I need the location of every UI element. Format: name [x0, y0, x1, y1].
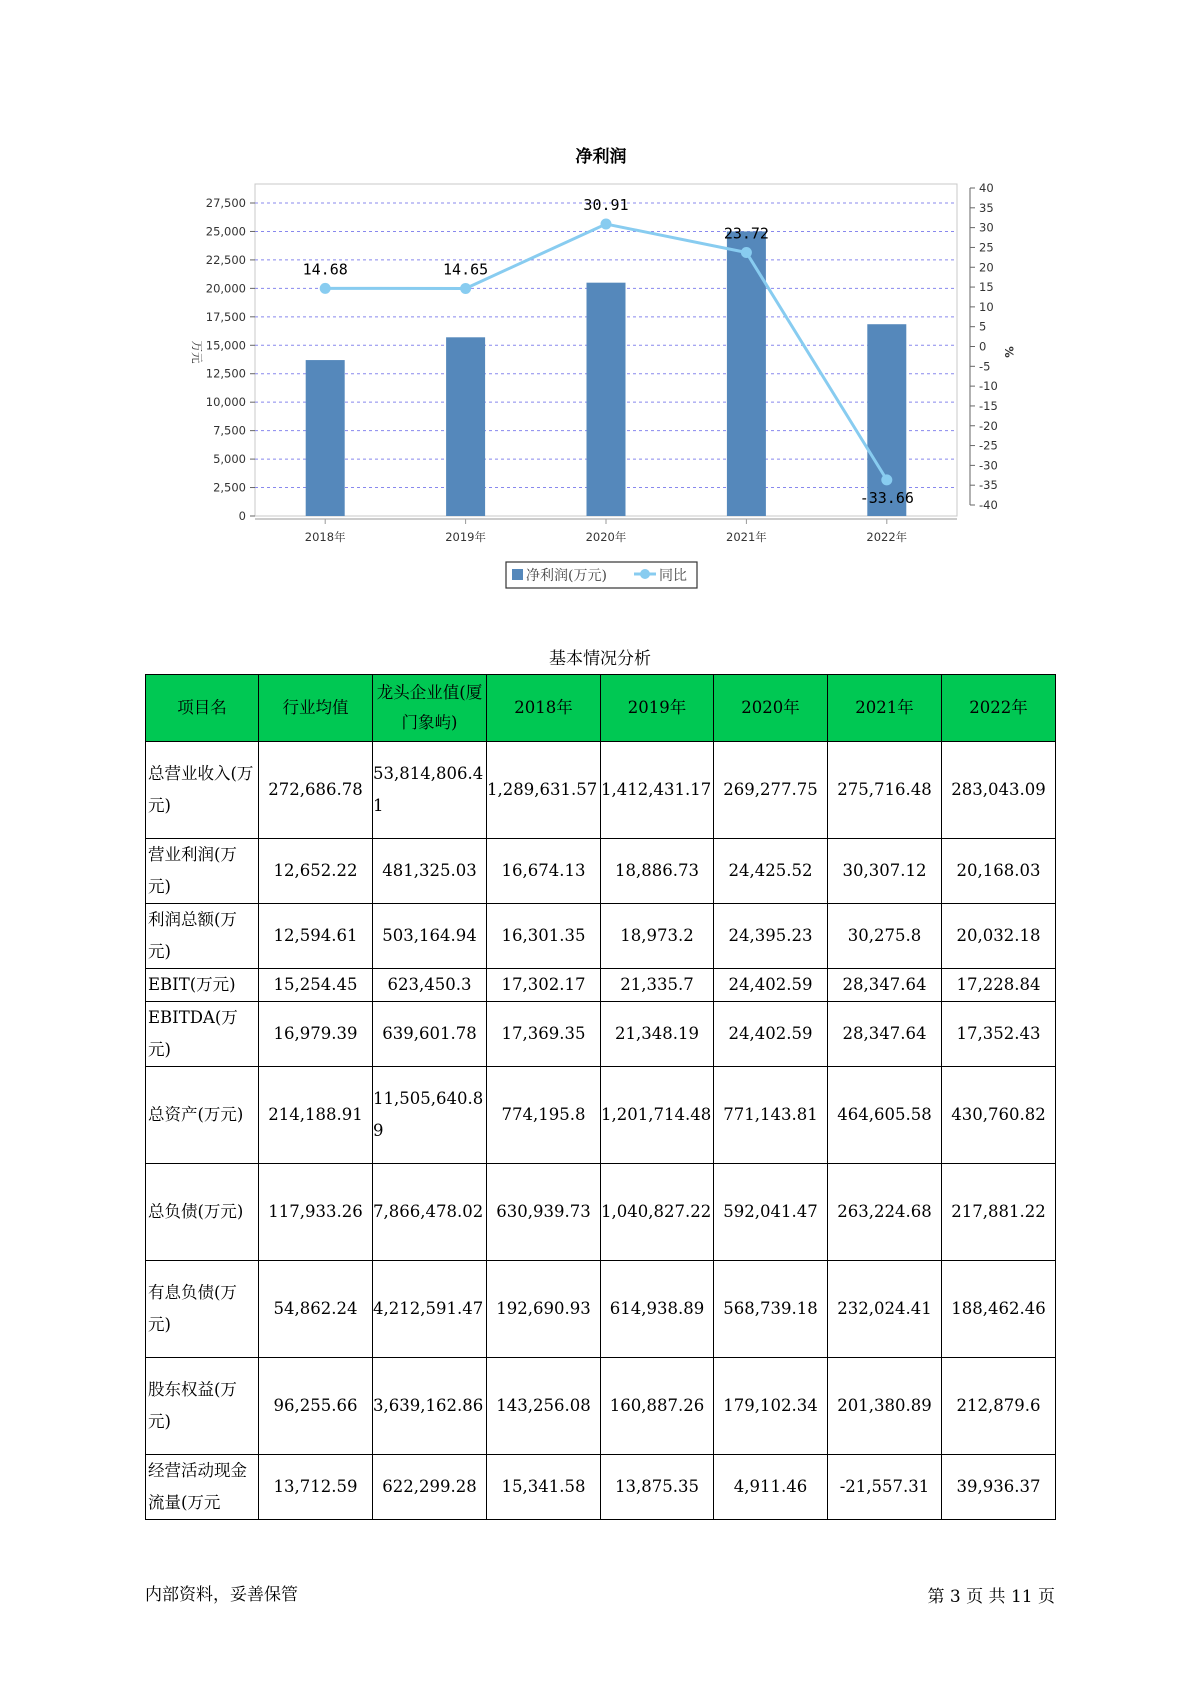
table-cell: 430,760.82	[942, 1067, 1056, 1164]
table-header-row	[146, 675, 1056, 742]
table-cell: 30,275.8	[828, 904, 942, 969]
y2-tick-label: 5	[979, 319, 987, 334]
yoy-point-2020年	[601, 219, 612, 230]
table-caption: 基本情况分析	[549, 649, 651, 669]
table-cell: 24,402.59	[714, 969, 828, 1002]
table-cell: 24,395.23	[714, 904, 828, 969]
y2-tick-label: 30	[979, 220, 994, 235]
table-cell: 53,814,806.41	[373, 742, 487, 839]
table-cell: 15,341.58	[487, 1455, 601, 1520]
table-cell: 464,605.58	[828, 1067, 942, 1164]
table-cell: 54,862.24	[259, 1261, 373, 1358]
table-row	[146, 839, 1056, 904]
y-tick-label: 0	[238, 509, 246, 523]
x-tick-label: 2019年	[445, 530, 486, 544]
table-cell: 592,041.47	[714, 1164, 828, 1261]
table-cell: 1,289,631.57	[487, 742, 601, 839]
table-row	[146, 1358, 1056, 1455]
table-cell: 16,979.39	[259, 1002, 373, 1067]
y2-tick-label: 20	[979, 260, 994, 275]
table-cell: 21,348.19	[601, 1002, 714, 1067]
table-cell: 17,352.43	[942, 1002, 1056, 1067]
y-tick-label: 10,000	[205, 395, 246, 410]
table-cell: 20,168.03	[942, 839, 1056, 904]
bar-2019年	[446, 337, 485, 516]
y2-tick-label: -10	[979, 379, 998, 394]
table-cell: 160,887.26	[601, 1358, 714, 1455]
row-name-cell: 总资产(万元)	[146, 1067, 259, 1164]
yoy-point-2021年	[741, 247, 752, 258]
table-cell: -21,557.31	[828, 1455, 942, 1520]
table-cell: 3,639,162.86	[373, 1358, 487, 1455]
x-tick-label: 2021年	[726, 530, 767, 544]
table-cell: 272,686.78	[259, 742, 373, 839]
table-cell: 214,188.91	[259, 1067, 373, 1164]
table-cell: 12,594.61	[259, 904, 373, 969]
table-cell: 1,412,431.17	[601, 742, 714, 839]
footer-confidential: 内部资料，妥善保管	[145, 1585, 298, 1605]
table-row	[146, 1002, 1056, 1067]
table-cell: 622,299.28	[373, 1455, 487, 1520]
table-cell: 212,879.6	[942, 1358, 1056, 1455]
x-tick-label: 2018年	[304, 530, 346, 544]
y2-tick-label: -15	[979, 398, 998, 413]
y2-tick-label: -25	[979, 438, 998, 453]
row-name-cell: EBITDA(万元)	[146, 1002, 259, 1067]
y2-tick-label: 35	[979, 200, 994, 215]
bar-2018年	[306, 360, 345, 516]
table-header-cell: 龙头企业值(厦门象屿)	[373, 675, 487, 742]
legend-line-label: 同比	[659, 568, 687, 584]
yoy-data-label: 23.72	[723, 224, 769, 243]
table-cell: 275,716.48	[828, 742, 942, 839]
row-name-cell: 经营活动现金流量(万元	[146, 1455, 259, 1520]
y-tick-label: 12,500	[205, 366, 246, 381]
table-cell: 623,450.3	[373, 969, 487, 1002]
row-name-cell: 有息负债(万元)	[146, 1261, 259, 1358]
table-cell: 232,024.41	[828, 1261, 942, 1358]
y-tick-label: 15,000	[205, 338, 246, 353]
table-cell: 481,325.03	[373, 839, 487, 904]
table-header-cell: 2021年	[828, 675, 942, 742]
x-tick-label: 2020年	[585, 530, 627, 544]
footer-page-number: 第 3 页 共 11 页	[927, 1587, 1055, 1607]
basic-analysis-table	[145, 674, 1056, 1520]
table-row	[146, 742, 1056, 839]
table-cell: 16,674.13	[487, 839, 601, 904]
y-tick-label: 5,000	[213, 452, 246, 467]
table-cell: 7,866,478.02	[373, 1164, 487, 1261]
table-cell: 28,347.64	[828, 1002, 942, 1067]
table-cell: 614,938.89	[601, 1261, 714, 1358]
table-cell: 217,881.22	[942, 1164, 1056, 1261]
table-cell: 179,102.34	[714, 1358, 828, 1455]
x-tick-label: 2022年	[866, 530, 908, 544]
table-cell: 18,886.73	[601, 839, 714, 904]
y2-tick-label: 25	[979, 240, 994, 255]
table-cell: 13,875.35	[601, 1455, 714, 1520]
table-cell: 21,335.7	[601, 969, 714, 1002]
y-tick-label: 7,500	[213, 423, 246, 438]
table-cell: 18,973.2	[601, 904, 714, 969]
y-axis-label: 万元	[190, 340, 204, 364]
yoy-data-label: 30.91	[583, 196, 629, 215]
y-tick-label: 17,500	[205, 309, 246, 324]
table-cell: 503,164.94	[373, 904, 487, 969]
table-cell: 263,224.68	[828, 1164, 942, 1261]
row-name-cell: 总营业收入(万元)	[146, 742, 259, 839]
table-cell: 12,652.22	[259, 839, 373, 904]
table-row	[146, 1455, 1056, 1520]
y2-tick-label: 10	[979, 299, 994, 314]
table-cell: 4,911.46	[714, 1455, 828, 1520]
bar-2022年	[867, 324, 906, 516]
table-cell: 13,712.59	[259, 1455, 373, 1520]
table-cell: 283,043.09	[942, 742, 1056, 839]
table-header-cell: 2018年	[487, 675, 601, 742]
legend-bar-swatch	[512, 569, 523, 580]
table-cell: 1,201,714.48	[601, 1067, 714, 1164]
yoy-data-label: 14.68	[302, 260, 348, 279]
yoy-data-label: 14.65	[443, 260, 489, 279]
table-row	[146, 904, 1056, 969]
table-cell: 639,601.78	[373, 1002, 487, 1067]
table-header-cell: 2022年	[942, 675, 1056, 742]
table-cell: 24,402.59	[714, 1002, 828, 1067]
y2-tick-label: -40	[979, 498, 998, 512]
table-cell: 11,505,640.89	[373, 1067, 487, 1164]
table-cell: 117,933.26	[259, 1164, 373, 1261]
y2-tick-label: -35	[979, 478, 998, 493]
table-cell: 188,462.46	[942, 1261, 1056, 1358]
table-cell: 15,254.45	[259, 969, 373, 1002]
table-cell: 192,690.93	[487, 1261, 601, 1358]
y-tick-label: 22,500	[205, 252, 246, 267]
table-cell: 201,380.89	[828, 1358, 942, 1455]
y-tick-label: 25,000	[205, 224, 246, 239]
y2-tick-label: -5	[979, 359, 991, 374]
table-cell: 1,040,827.22	[601, 1164, 714, 1261]
row-name-cell: EBIT(万元)	[146, 969, 259, 1002]
legend-line-marker	[640, 569, 650, 579]
table-row	[146, 1067, 1056, 1164]
table-cell: 17,228.84	[942, 969, 1056, 1002]
yoy-point-2019年	[460, 283, 471, 294]
table-cell: 28,347.64	[828, 969, 942, 1002]
row-name-cell: 总负债(万元)	[146, 1164, 259, 1261]
table-header-cell: 2019年	[601, 675, 714, 742]
table-cell: 269,277.75	[714, 742, 828, 839]
y2-tick-label: 0	[979, 339, 987, 354]
table-cell: 4,212,591.47	[373, 1261, 487, 1358]
y2-axis-label: %	[1002, 346, 1016, 358]
table-cell: 20,032.18	[942, 904, 1056, 969]
table-header-cell: 行业均值	[259, 675, 373, 742]
row-name-cell: 股东权益(万元)	[146, 1358, 259, 1455]
table-cell: 24,425.52	[714, 839, 828, 904]
table-cell: 39,936.37	[942, 1455, 1056, 1520]
table-cell: 630,939.73	[487, 1164, 601, 1261]
table-cell: 96,255.66	[259, 1358, 373, 1455]
table-cell: 17,302.17	[487, 969, 601, 1002]
net-profit-chart	[0, 0, 1191, 600]
y2-tick-label: 15	[979, 280, 994, 295]
table-header-cell: 项目名	[146, 675, 259, 742]
y-tick-label: 20,000	[205, 281, 246, 296]
y2-tick-label: -20	[979, 418, 998, 433]
yoy-point-2018年	[320, 283, 331, 294]
table-cell: 774,195.8	[487, 1067, 601, 1164]
table-cell: 568,739.18	[714, 1261, 828, 1358]
bar-2020年	[587, 283, 626, 516]
table-cell: 30,307.12	[828, 839, 942, 904]
row-name-cell: 利润总额(万元)	[146, 904, 259, 969]
row-name-cell: 营业利润(万元)	[146, 839, 259, 904]
table-cell: 771,143.81	[714, 1067, 828, 1164]
y2-tick-label: -30	[979, 458, 998, 473]
y-tick-label: 27,500	[205, 196, 246, 210]
yoy-point-2022年	[881, 474, 892, 485]
table-row	[146, 969, 1056, 1002]
table-header-cell: 2020年	[714, 675, 828, 742]
chart-title: 净利润	[575, 147, 627, 167]
table-row	[146, 1261, 1056, 1358]
y-tick-label: 2,500	[213, 480, 246, 495]
table-cell: 17,369.35	[487, 1002, 601, 1067]
table-row	[146, 1164, 1056, 1261]
table-cell: 16,301.35	[487, 904, 601, 969]
legend-bar-label: 净利润(万元)	[526, 568, 607, 584]
table-cell: 143,256.08	[487, 1358, 601, 1455]
yoy-data-label: -33.66	[859, 488, 914, 507]
y2-tick-label: 40	[979, 181, 994, 195]
